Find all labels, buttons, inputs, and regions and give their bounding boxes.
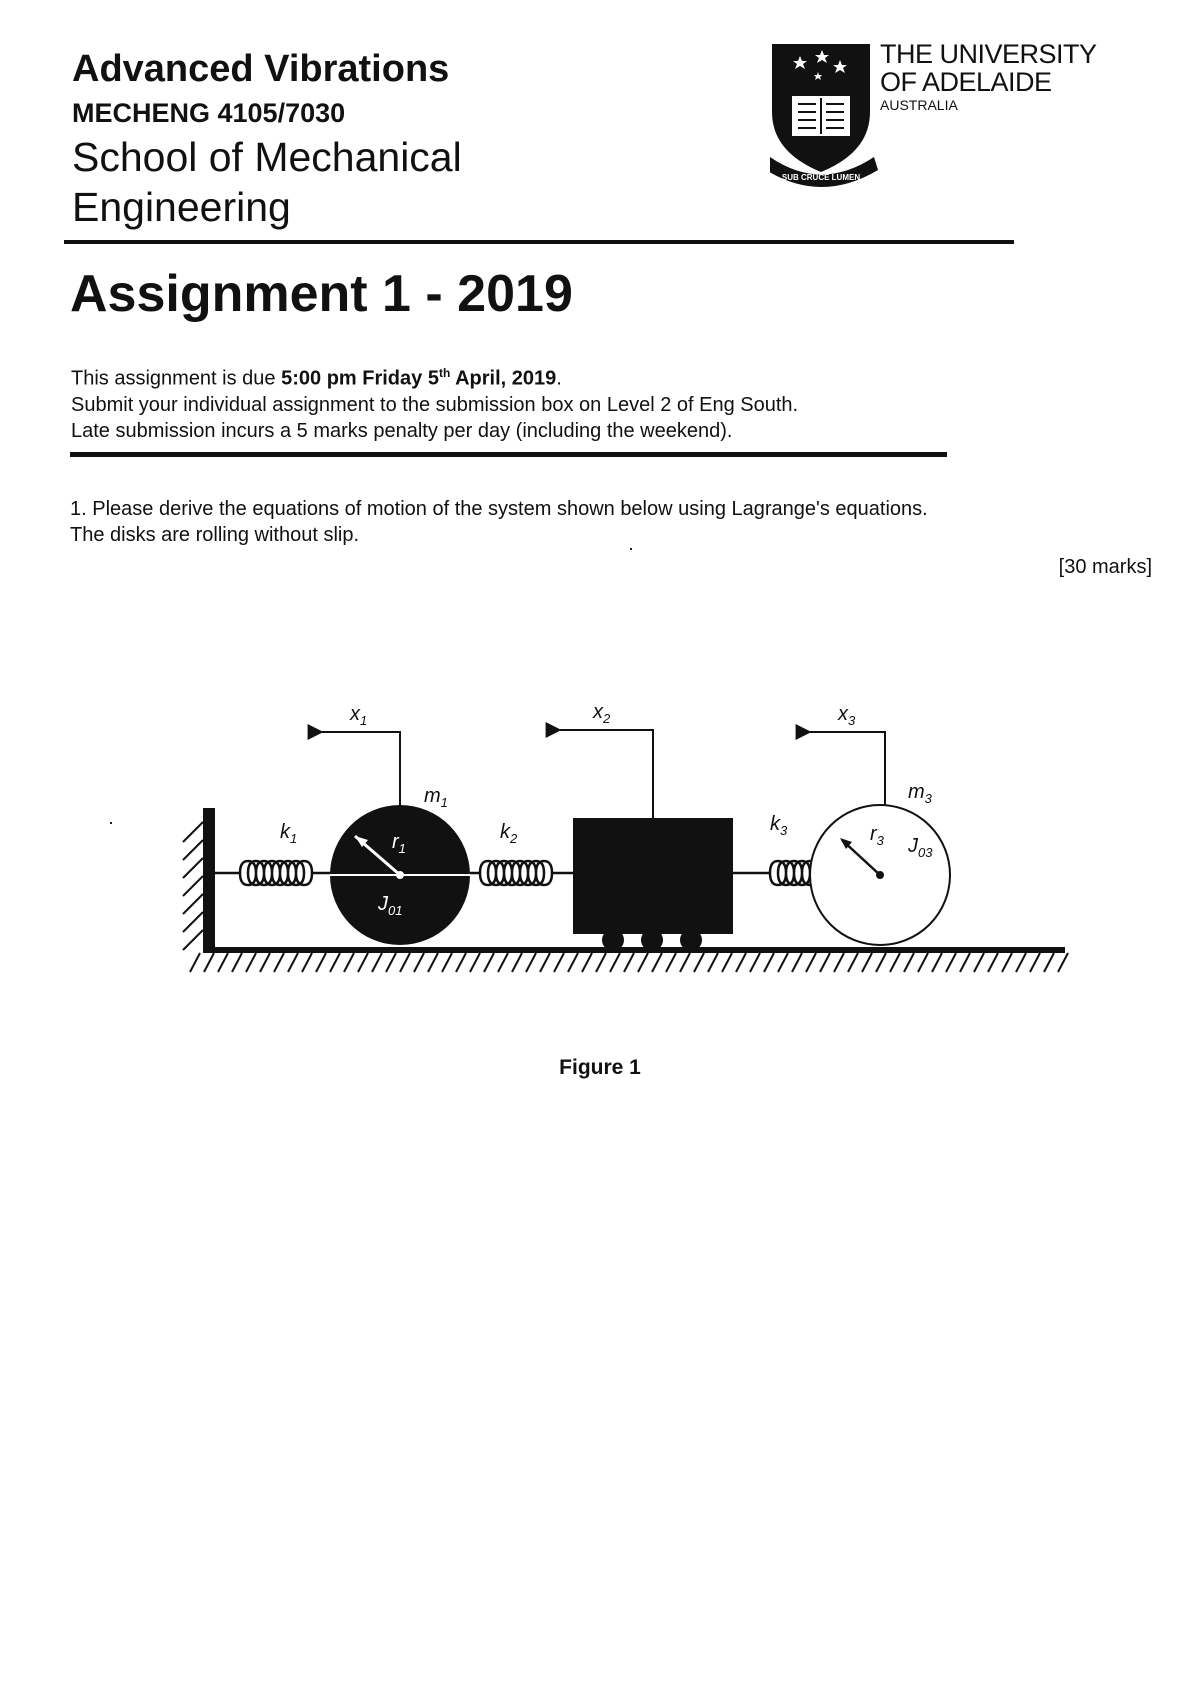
ground-hatch-line bbox=[1002, 953, 1012, 972]
ground-hatch-line bbox=[386, 953, 396, 972]
ground-hatch-line bbox=[638, 953, 648, 972]
ground-hatch-line bbox=[470, 953, 480, 972]
spring-k2 bbox=[470, 861, 573, 885]
ground-hatch-line bbox=[554, 953, 564, 972]
ground-hatch-line bbox=[1016, 953, 1026, 972]
assignment-title: Assignment 1 - 2019 bbox=[70, 265, 573, 323]
label-k1: $k_1$ bbox=[280, 821, 298, 846]
ground-hatch-line bbox=[764, 953, 774, 972]
ground-hatch-line bbox=[890, 953, 900, 972]
header-divider bbox=[64, 240, 1014, 244]
figure-caption: Figure 1 bbox=[559, 1056, 641, 1079]
ground-hatch-line bbox=[708, 953, 718, 972]
label-x3: $x_3$ bbox=[838, 703, 856, 728]
ground-hatch-line bbox=[582, 953, 592, 972]
ground-hatch-line bbox=[428, 953, 438, 972]
scan-speck bbox=[630, 548, 632, 550]
ground-hatch-line bbox=[736, 953, 746, 972]
fixed-wall bbox=[203, 808, 215, 948]
ground-hatch-line bbox=[456, 953, 466, 972]
ground-hatch-line bbox=[498, 953, 508, 972]
ground-hatch-line bbox=[974, 953, 984, 972]
label-m1: $m_1$ bbox=[424, 785, 448, 810]
ground-hatch-line bbox=[792, 953, 802, 972]
ground-hatch-line bbox=[988, 953, 998, 972]
due-date-month: April, 2019 bbox=[450, 367, 557, 390]
ground-hatch-line bbox=[400, 953, 410, 972]
due-date-line bbox=[71, 360, 798, 392]
scan-speck bbox=[110, 822, 112, 824]
ground-hatch-line bbox=[442, 953, 452, 972]
ground-hatch-line bbox=[862, 953, 872, 972]
ground-hatch-line bbox=[904, 953, 914, 972]
due-date: 5:00 pm Friday 5 bbox=[281, 367, 439, 390]
ground-hatch-line bbox=[778, 953, 788, 972]
label-x2: $x_2$ bbox=[593, 701, 611, 726]
label-k2: $k_2$ bbox=[500, 821, 518, 846]
label-m3: $m_3$ bbox=[908, 781, 932, 806]
ground-hatch-line bbox=[344, 953, 354, 972]
course-code: MECHENG 4105/7030 bbox=[72, 98, 346, 128]
ground-hatch-line bbox=[610, 953, 620, 972]
ground-hatch-line bbox=[918, 953, 928, 972]
university-line-2: OF ADELAIDE bbox=[880, 67, 1052, 97]
ground-hatch-line bbox=[820, 953, 830, 972]
university-line-1: THE UNIVERSITY bbox=[880, 39, 1097, 69]
ground-hatch-line bbox=[190, 953, 200, 972]
mass-spring-system-figure bbox=[180, 690, 1090, 1010]
question-1 bbox=[70, 496, 1150, 548]
label-x1: $x_1$ bbox=[350, 703, 368, 728]
ground-hatch-line bbox=[960, 953, 970, 972]
ground-hatch-line bbox=[330, 953, 340, 972]
university-line-3: AUSTRALIA bbox=[880, 97, 958, 113]
university-name bbox=[880, 40, 1097, 114]
course-title: Advanced Vibrations bbox=[72, 48, 450, 90]
ground-hatch-line bbox=[932, 953, 942, 972]
late-penalty-line: Late submission incurs a 5 marks penalty per day (including the weekend). bbox=[71, 419, 733, 442]
ground-hatch-line bbox=[414, 953, 424, 972]
ground-hatch-line bbox=[204, 953, 214, 972]
info-divider bbox=[70, 452, 947, 457]
label-J03: $J_{03}$ bbox=[908, 835, 933, 860]
ground-hatch-line bbox=[722, 953, 732, 972]
x1-arrow bbox=[322, 732, 400, 805]
ground-hatch-line bbox=[876, 953, 886, 972]
label-r3: $r_3$ bbox=[870, 823, 884, 848]
ground-hatching bbox=[190, 953, 1068, 972]
ground-hatch-line bbox=[372, 953, 382, 972]
ground-hatch-line bbox=[848, 953, 858, 972]
ground-hatch-line bbox=[540, 953, 550, 972]
ground-hatch-line bbox=[358, 953, 368, 972]
block-m2 bbox=[573, 818, 733, 934]
label-k3: $k_3$ bbox=[770, 813, 788, 838]
ground-hatch-line bbox=[246, 953, 256, 972]
ground-hatch-line bbox=[680, 953, 690, 972]
ground-hatch-line bbox=[666, 953, 676, 972]
question-1-marks: [30 marks] bbox=[1058, 556, 1152, 578]
question-1-line-1: 1. Please derive the equations of motion of the system shown below using Lagrange's equations. bbox=[70, 498, 928, 520]
submission-info bbox=[71, 360, 798, 444]
ground-hatch-line bbox=[596, 953, 606, 972]
submission-location-line: Submit your individual assignment to the submission box on Level 2 of Eng South. bbox=[71, 393, 799, 416]
ground-hatch-line bbox=[1058, 953, 1068, 972]
ground-hatch-line bbox=[568, 953, 578, 972]
ground-hatch-line bbox=[526, 953, 536, 972]
ground-hatch-line bbox=[274, 953, 284, 972]
ground-hatch-line bbox=[1030, 953, 1040, 972]
ground-hatch-line bbox=[652, 953, 662, 972]
label-r1: $r_1$ bbox=[392, 831, 406, 856]
ground-hatch-line bbox=[218, 953, 228, 972]
ground-hatch-line bbox=[946, 953, 956, 972]
spring-k1 bbox=[215, 861, 332, 885]
question-1-line-2: The disks are rolling without slip. bbox=[70, 524, 360, 546]
ground-hatch-line bbox=[1044, 953, 1054, 972]
wheel bbox=[602, 929, 624, 951]
due-date-suffix: th bbox=[438, 366, 451, 380]
wheel bbox=[680, 929, 702, 951]
school-name: School of Mechanical Engineering bbox=[72, 134, 462, 230]
ground-hatch-line bbox=[302, 953, 312, 972]
x3-arrow bbox=[810, 732, 885, 805]
crest-motto: SUB CRUCE LUMEN bbox=[781, 173, 861, 182]
ground-hatch-line bbox=[260, 953, 270, 972]
ground-hatch-line bbox=[232, 953, 242, 972]
ground-hatch-line bbox=[834, 953, 844, 972]
ground-hatch-line bbox=[288, 953, 298, 972]
ground-hatch-line bbox=[512, 953, 522, 972]
ground-hatch-line bbox=[316, 953, 326, 972]
ground-hatch-line bbox=[750, 953, 760, 972]
wheel bbox=[641, 929, 663, 951]
label-J01: $J_{01}$ bbox=[378, 893, 403, 918]
wall-hatching bbox=[183, 822, 203, 950]
ground-hatch-line bbox=[484, 953, 494, 972]
ground-hatch-line bbox=[624, 953, 634, 972]
due-period: . bbox=[556, 367, 562, 390]
x2-arrow bbox=[560, 730, 653, 818]
ground-hatch-line bbox=[694, 953, 704, 972]
ground-hatch-line bbox=[806, 953, 816, 972]
due-prefix: This assignment is due bbox=[71, 367, 282, 390]
